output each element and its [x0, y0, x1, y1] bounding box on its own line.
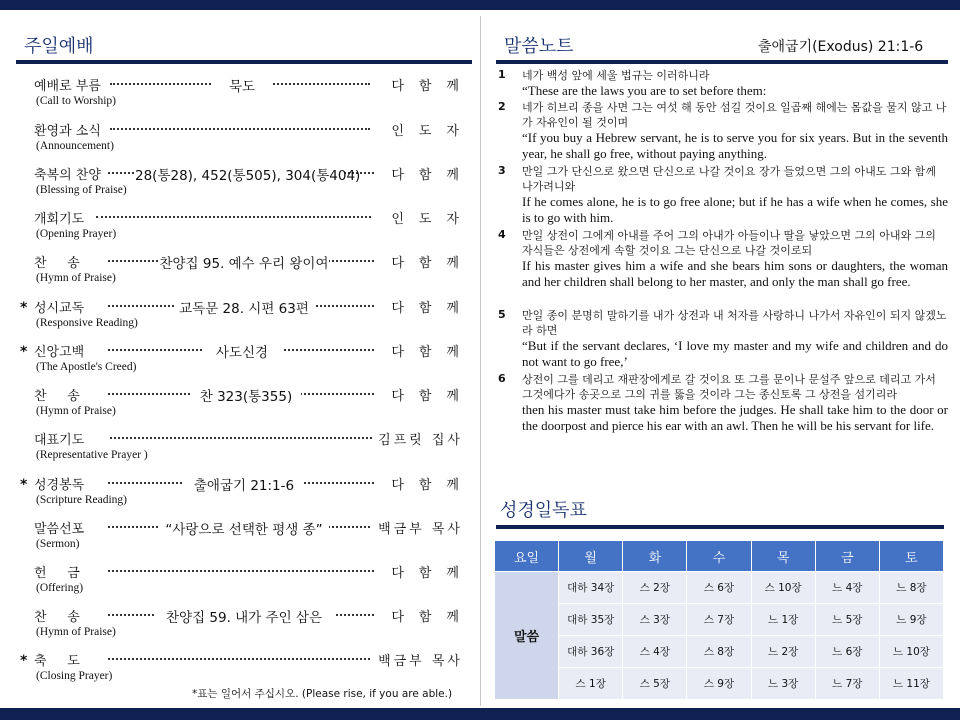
item-title-ko: 신앙고백	[34, 345, 85, 360]
item-leader: 인도자	[391, 124, 474, 139]
item-detail: 출애굽기 21:1-6	[184, 474, 304, 494]
reading-plan-cell: 느 11장	[879, 668, 943, 700]
reading-plan-cell: 스 1장	[559, 668, 623, 700]
reading-plan-cell: 대하 34장	[559, 572, 623, 604]
item-title-en: (Scripture Reading)	[36, 494, 128, 506]
item-leader: 다함께	[391, 389, 474, 404]
leader-dots	[110, 128, 370, 130]
verse-number: 2	[498, 100, 506, 113]
leader-dots	[96, 216, 371, 218]
verse-2	[498, 100, 948, 162]
item-leader: 백금부 목사	[378, 654, 463, 669]
verse-text-en: If his master gives him a wife and she bears him sons or daughters, the woman and her children shall belong to her master, and only the man shall go free.	[522, 258, 948, 289]
item-leader: 인도자	[391, 212, 474, 227]
worship-item	[20, 429, 465, 469]
reading-plan-cell: 느 10장	[879, 636, 943, 668]
reading-plan-cell: 스 3장	[623, 604, 687, 636]
header-day: 요일	[495, 541, 559, 572]
item-title-en: (Representative Prayer )	[36, 449, 148, 461]
worship-item	[20, 474, 474, 514]
stand-marker: *	[20, 653, 28, 669]
reading-plan-cell: 스 8장	[687, 636, 751, 668]
verse-number: 1	[498, 68, 506, 81]
worship-item	[20, 120, 474, 160]
header-wed: 수	[687, 541, 751, 572]
item-title-ko: 축복의 찬양	[34, 168, 101, 183]
item-leader: 다함께	[391, 79, 474, 94]
stand-marker: *	[20, 300, 28, 316]
reading-plan-row-label: 말씀	[495, 572, 559, 700]
item-title-en: (Announcement)	[36, 140, 114, 152]
reading-plan-header-row	[495, 541, 944, 572]
item-title-ko: 환영과 소식	[34, 124, 101, 139]
worship-title: 주일예배	[24, 36, 94, 57]
verse-text-en: “If you buy a Hebrew servant, he is to serve you for six years. But in the seventh year, he shall go free, without paying anything.	[522, 130, 948, 161]
item-leader: 다함께	[391, 256, 474, 271]
leader-dots	[110, 437, 372, 439]
item-detail: 28(통28), 452(통505), 304(통404)	[135, 164, 345, 184]
verse-text-en: “But if the servant declares, ‘I love my master and my wife and children and do not want to go free,’	[522, 338, 948, 369]
verse-6	[498, 372, 948, 434]
verse-text-ko: 네가 히브리 종을 사면 그는 여섯 해 동안 섬길 것이요 일곱째 해에는 몸값을 물지 않고 나가 자유인이 될 것이며	[522, 101, 947, 129]
item-title-en: (Blessing of Praise)	[36, 184, 127, 196]
reading-plan-cell: 대하 35장	[559, 604, 623, 636]
worship-item	[20, 562, 474, 602]
reading-plan-cell: 느 6장	[815, 636, 879, 668]
item-detail: 묵도	[212, 75, 272, 95]
column-divider	[480, 16, 481, 706]
worship-item	[20, 75, 474, 115]
scripture-reference: 출애굽기(Exodus) 21:1-6	[758, 39, 924, 55]
verse-3	[498, 164, 948, 226]
worship-item	[20, 252, 474, 292]
item-title-ko: 헌 금	[34, 566, 80, 581]
worship-item	[20, 297, 474, 337]
notes-title: 말씀노트	[504, 36, 574, 57]
worship-item	[20, 606, 474, 646]
reading-plan-row	[495, 572, 944, 604]
verse-1	[498, 68, 948, 99]
verse-text-ko: 만일 그가 단신으로 왔으면 단신으로 나갈 것이요 장가 들었으면 그의 아내도 그와 함께 나가려니와	[522, 165, 936, 193]
reading-plan-cell: 스 10장	[751, 572, 815, 604]
reading-plan-cell: 느 3장	[751, 668, 815, 700]
item-title-ko: 대표기도	[34, 433, 85, 448]
reading-plan-cell: 느 7장	[815, 668, 879, 700]
reading-plan-row	[495, 636, 944, 668]
worship-item	[20, 341, 474, 381]
worship-item	[20, 208, 474, 248]
reading-plan-cell: 스 9장	[687, 668, 751, 700]
reading-plan-cell: 스 6장	[687, 572, 751, 604]
item-leader: 다함께	[391, 345, 474, 360]
verse-4	[498, 228, 948, 290]
item-detail: 교독문 28. 시편 63편	[174, 297, 314, 317]
item-leader: 다함께	[391, 168, 474, 183]
item-leader: 다함께	[391, 566, 474, 581]
item-detail: 찬양집 95. 예수 우리 왕이여	[159, 252, 329, 272]
bottom-bar	[0, 708, 960, 720]
item-detail: “사랑으로 선택한 평생 종”	[159, 518, 329, 538]
item-leader: 백금부 목사	[378, 522, 463, 537]
leader-dots	[108, 570, 374, 572]
item-title-ko: 축 도	[34, 654, 80, 669]
verse-number: 3	[498, 164, 506, 177]
header-tue: 화	[623, 541, 687, 572]
item-title-ko: 개회기도	[34, 212, 85, 227]
worship-title-rule	[16, 60, 472, 64]
reading-plan-cell: 스 5장	[623, 668, 687, 700]
item-leader: 다함께	[391, 610, 474, 625]
item-leader: 다함께	[391, 478, 474, 493]
stand-marker: *	[20, 344, 28, 360]
reading-plan-cell: 느 9장	[879, 604, 943, 636]
verse-text-en: “These are the laws you are to set before them:	[522, 83, 767, 98]
item-title-ko: 예배로 부름	[34, 79, 101, 94]
item-leader: 김프릿 집사	[378, 433, 463, 448]
worship-item	[20, 385, 474, 425]
verse-text-en: If he comes alone, he is to go free alone; but if he has a wife when he comes, she is to go with him.	[522, 194, 948, 225]
verse-text-ko: 만일 상전이 그에게 아내를 주어 그의 아내가 아들이나 딸을 낳았으면 그의 아내와 그의 자식들은 상전에게 속할 것이요 그는 단신으로 나갈 것이로되	[522, 229, 936, 257]
worship-item	[20, 518, 465, 558]
header-mon: 월	[559, 541, 623, 572]
item-title-ko: 찬 송	[34, 256, 80, 271]
reading-plan-table	[494, 540, 944, 700]
reading-plan-cell: 대하 36장	[559, 636, 623, 668]
item-title-en: (Responsive Reading)	[36, 317, 138, 329]
verse-number: 4	[498, 228, 506, 241]
stand-marker: *	[20, 477, 28, 493]
reading-plan-row	[495, 668, 944, 700]
worship-item	[20, 650, 465, 690]
item-title-ko: 찬 송	[34, 610, 80, 625]
item-title-ko: 성시교독	[34, 301, 85, 316]
item-leader: 다함께	[391, 301, 474, 316]
item-title-ko: 성경봉독	[34, 478, 85, 493]
reading-plan-cell: 느 8장	[879, 572, 943, 604]
reading-plan-cell: 느 2장	[751, 636, 815, 668]
reading-plan-cell: 스 7장	[687, 604, 751, 636]
header-fri: 금	[815, 541, 879, 572]
item-title-en: (Opening Prayer)	[36, 228, 117, 240]
item-title-en: (Hymn of Praise)	[36, 626, 116, 638]
notes-title-rule	[496, 60, 948, 64]
verse-text-ko: 네가 백성 앞에 세울 법규는 이러하니라	[522, 69, 710, 82]
rise-footnote: *표는 일어서 주십시오. (Please rise, if you are able.)	[192, 688, 453, 700]
reading-plan-cell: 느 1장	[751, 604, 815, 636]
reading-plan-cell: 느 4장	[815, 572, 879, 604]
item-title-en: (Hymn of Praise)	[36, 272, 116, 284]
item-title-en: (Offering)	[36, 582, 84, 594]
reading-plan-cell: 스 2장	[623, 572, 687, 604]
item-detail: 찬 323(통355)	[191, 385, 301, 405]
header-sat: 토	[879, 541, 943, 572]
reading-plan-cell: 스 4장	[623, 636, 687, 668]
reading-plan-title: 성경일독표	[500, 500, 587, 521]
item-title-ko: 찬 송	[34, 389, 80, 404]
reading-plan-rule	[496, 525, 944, 529]
verse-5	[498, 308, 948, 370]
item-detail: 찬양집 59. 내가 주인 삼은	[154, 606, 334, 626]
verse-number: 5	[498, 308, 506, 321]
leader-dots	[108, 658, 370, 660]
reading-plan-row	[495, 604, 944, 636]
item-title-ko: 말씀선포	[34, 522, 85, 537]
item-title-en: (Sermon)	[36, 538, 80, 550]
worship-item	[20, 164, 474, 204]
verse-text-ko: 만일 종이 분명히 말하기를 내가 상전과 내 처자를 사랑하니 나가서 자유인이 되지 않겠노라 하면	[522, 309, 947, 337]
verse-text-en: then his master must take him before the judges. He shall take him to the door or the doorpost and pierce his ear with an awl. Then he will be his servant for life.	[522, 402, 948, 433]
verse-number: 6	[498, 372, 506, 385]
item-title-en: (The Apostle's Creed)	[36, 361, 137, 373]
item-detail: 사도신경	[202, 341, 282, 361]
verse-text-ko: 상전이 그를 데리고 재판장에게로 갈 것이요 또 그를 문이나 문설주 앞으로 데리고 가서 그것에다가 송곳으로 그의 귀를 뚫을 것이라 그는 종신토록 그 상전을 섬기리라	[522, 373, 936, 401]
header-thu: 목	[751, 541, 815, 572]
item-title-en: (Hymn of Praise)	[36, 405, 116, 417]
item-title-en: (Call to Worship)	[36, 95, 116, 107]
top-bar	[0, 0, 960, 10]
reading-plan-cell: 느 5장	[815, 604, 879, 636]
item-title-en: (Closing Prayer)	[36, 670, 113, 682]
